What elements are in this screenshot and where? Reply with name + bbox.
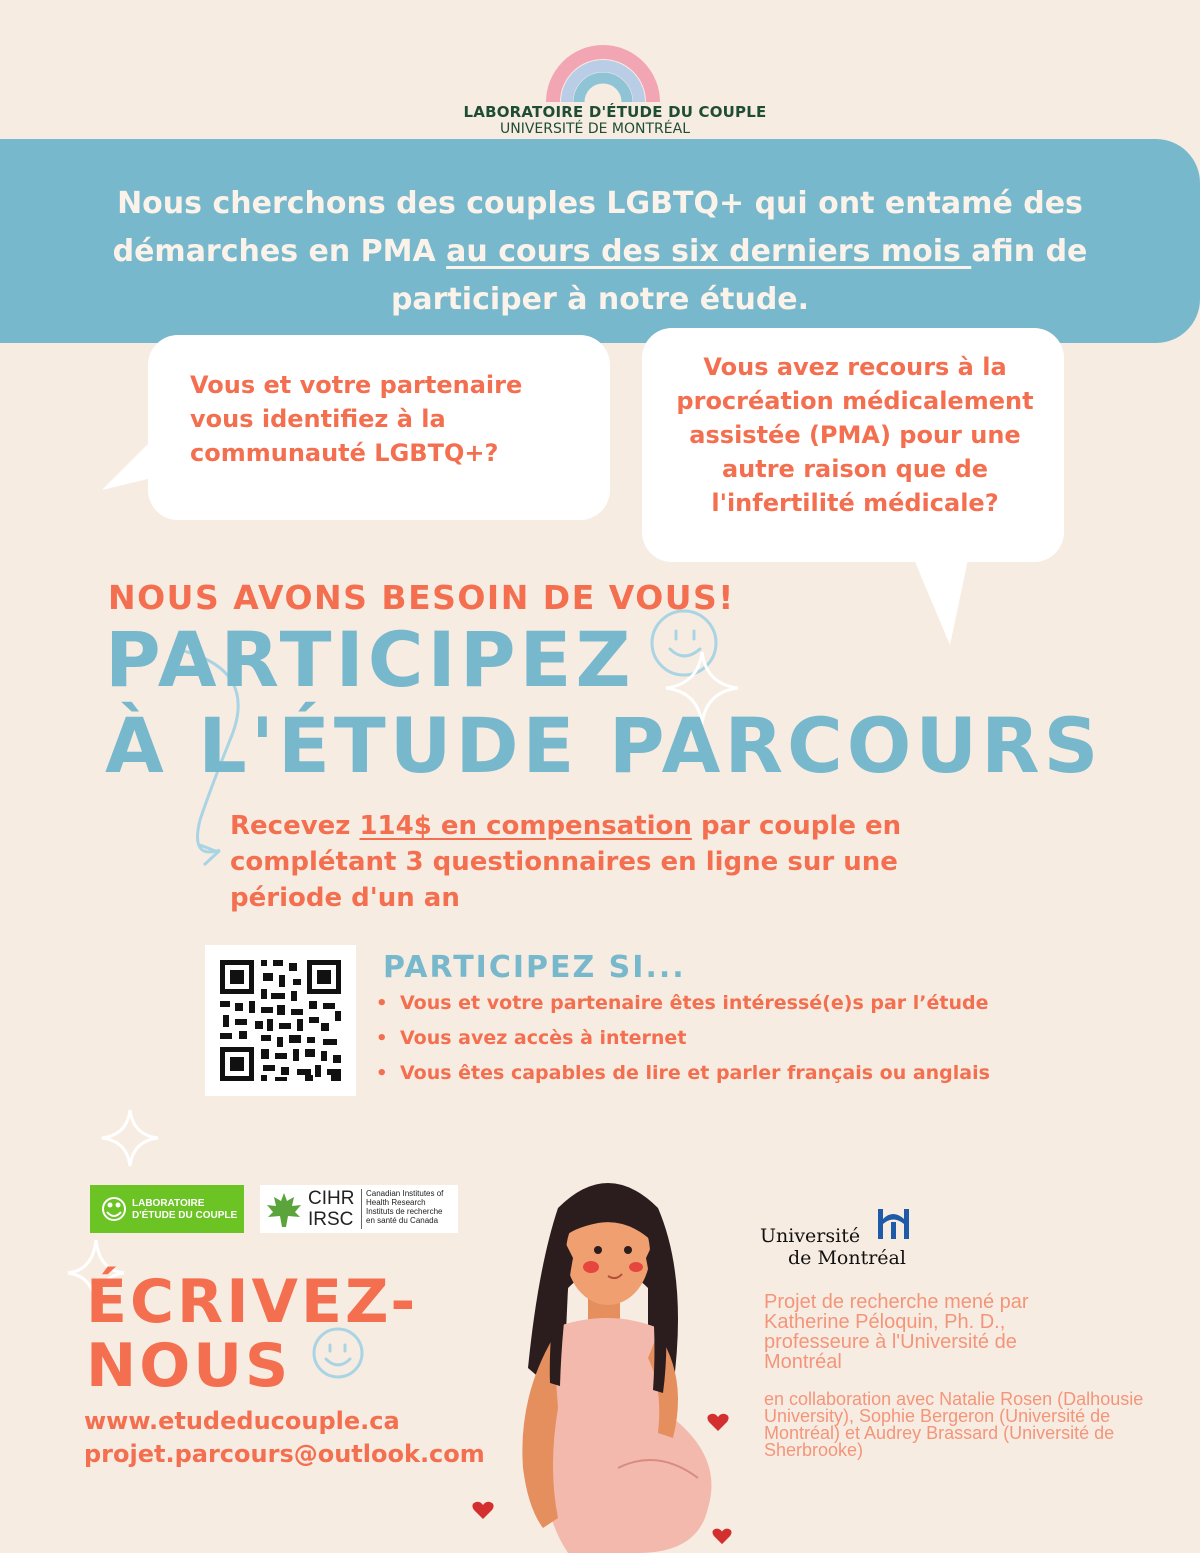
sparkle-icon: [100, 1108, 160, 1168]
maple-leaf-icon: [264, 1191, 304, 1229]
cihr-desc-en-2: Health Research: [366, 1198, 426, 1207]
udem-emblem-icon: [874, 1205, 914, 1241]
cihr-divider: [361, 1189, 362, 1229]
header-lab-name: LABORATOIRE D'ÉTUDE DU COUPLE: [463, 103, 767, 121]
website-link[interactable]: www.etudeducouple.ca: [84, 1407, 400, 1435]
udem-logo-line-1: Université: [760, 1225, 861, 1247]
lab-logo-line-2: D'ÉTUDE DU COUPLE: [132, 1210, 238, 1221]
bubble-tail-left-icon: [102, 440, 162, 500]
header-university: UNIVERSITÉ DE MONTRÉAL: [499, 121, 690, 137]
pregnant-woman-illustration-icon: [458, 1168, 748, 1553]
couple-logo-icon: [100, 1194, 128, 1224]
eligibility-item: • Vous êtes capables de lire et parler français ou anglais: [372, 1056, 1092, 1091]
banner-text: Nous cherchons des couples LGBTQ+ qui ont entamé des démarches en PMA au cours des six derniers mois afin de participer à notre étude.: [112, 186, 1088, 317]
udem-logo: [760, 1205, 930, 1269]
write-us-heading-2: NOUS: [86, 1331, 292, 1401]
eligibility-title: PARTICIPEZ SI...: [383, 950, 686, 985]
bubble-tail-right-icon: [910, 550, 980, 650]
email-link[interactable]: projet.parcours@outlook.com: [84, 1440, 485, 1468]
write-us-heading-1: ÉCRIVEZ-: [86, 1267, 419, 1337]
lab-partner-logo: [90, 1185, 244, 1233]
bubble-right-text: Vous avez recours à la procréation médicalement assistée (PMA) pour une autre raison que de l'infertilité médicale?: [676, 353, 1034, 517]
banner-underlined-text: au cours des six derniers mois: [446, 234, 972, 269]
cihr-acronym: CIHR: [308, 1188, 355, 1209]
contact-block: [84, 1405, 485, 1471]
headline-line-2: À L'ÉTUDE PARCOURS: [105, 701, 1103, 790]
udem-logo-line-2: de Montréal: [788, 1247, 906, 1269]
project-credit: Projet de recherche mené par Katherine Péloquin, Ph. D., professeure à l'Université de Montréal: [764, 1291, 1029, 1373]
eligibility-list: [372, 986, 1092, 1091]
lab-logo-line-1: LABORATOIRE: [132, 1198, 205, 1209]
eligibility-item: • Vous avez accès à internet: [372, 1021, 1092, 1056]
qr-code-icon: [205, 945, 356, 1096]
rainbow-logo-icon: [545, 42, 661, 102]
need-you-heading: NOUS AVONS BESOIN DE VOUS!: [108, 578, 735, 617]
cihr-desc-fr-2: en santé du Canada: [366, 1216, 439, 1225]
compensation-amount: 114$ en compensation: [359, 811, 692, 841]
qr-code[interactable]: [205, 945, 356, 1096]
bubble-left-text: Vous et votre partenaire vous identifiez à la communauté LGBTQ+?: [190, 371, 523, 467]
cihr-partner-logo: [260, 1185, 458, 1233]
cihr-desc-fr-1: Instituts de recherche: [366, 1207, 443, 1216]
irsc-acronym: IRSC: [308, 1209, 354, 1230]
collaboration-credit: en collaboration avec Natalie Rosen (Dalhousie University), Sophie Bergeron (Université de Montréal) et Audrey Brassard (Université de Sherbrooke): [764, 1389, 1144, 1460]
cihr-desc-en-1: Canadian Institutes of: [366, 1189, 444, 1198]
eligibility-item: • Vous et votre partenaire êtes intéressé(e)s par l’étude: [372, 986, 1092, 1021]
compensation-text: Recevez 114$ en compensation par couple en complétant 3 questionnaires en ligne sur une période d'un an: [230, 811, 902, 913]
headline-line-1: PARTICIPEZ: [105, 615, 635, 704]
